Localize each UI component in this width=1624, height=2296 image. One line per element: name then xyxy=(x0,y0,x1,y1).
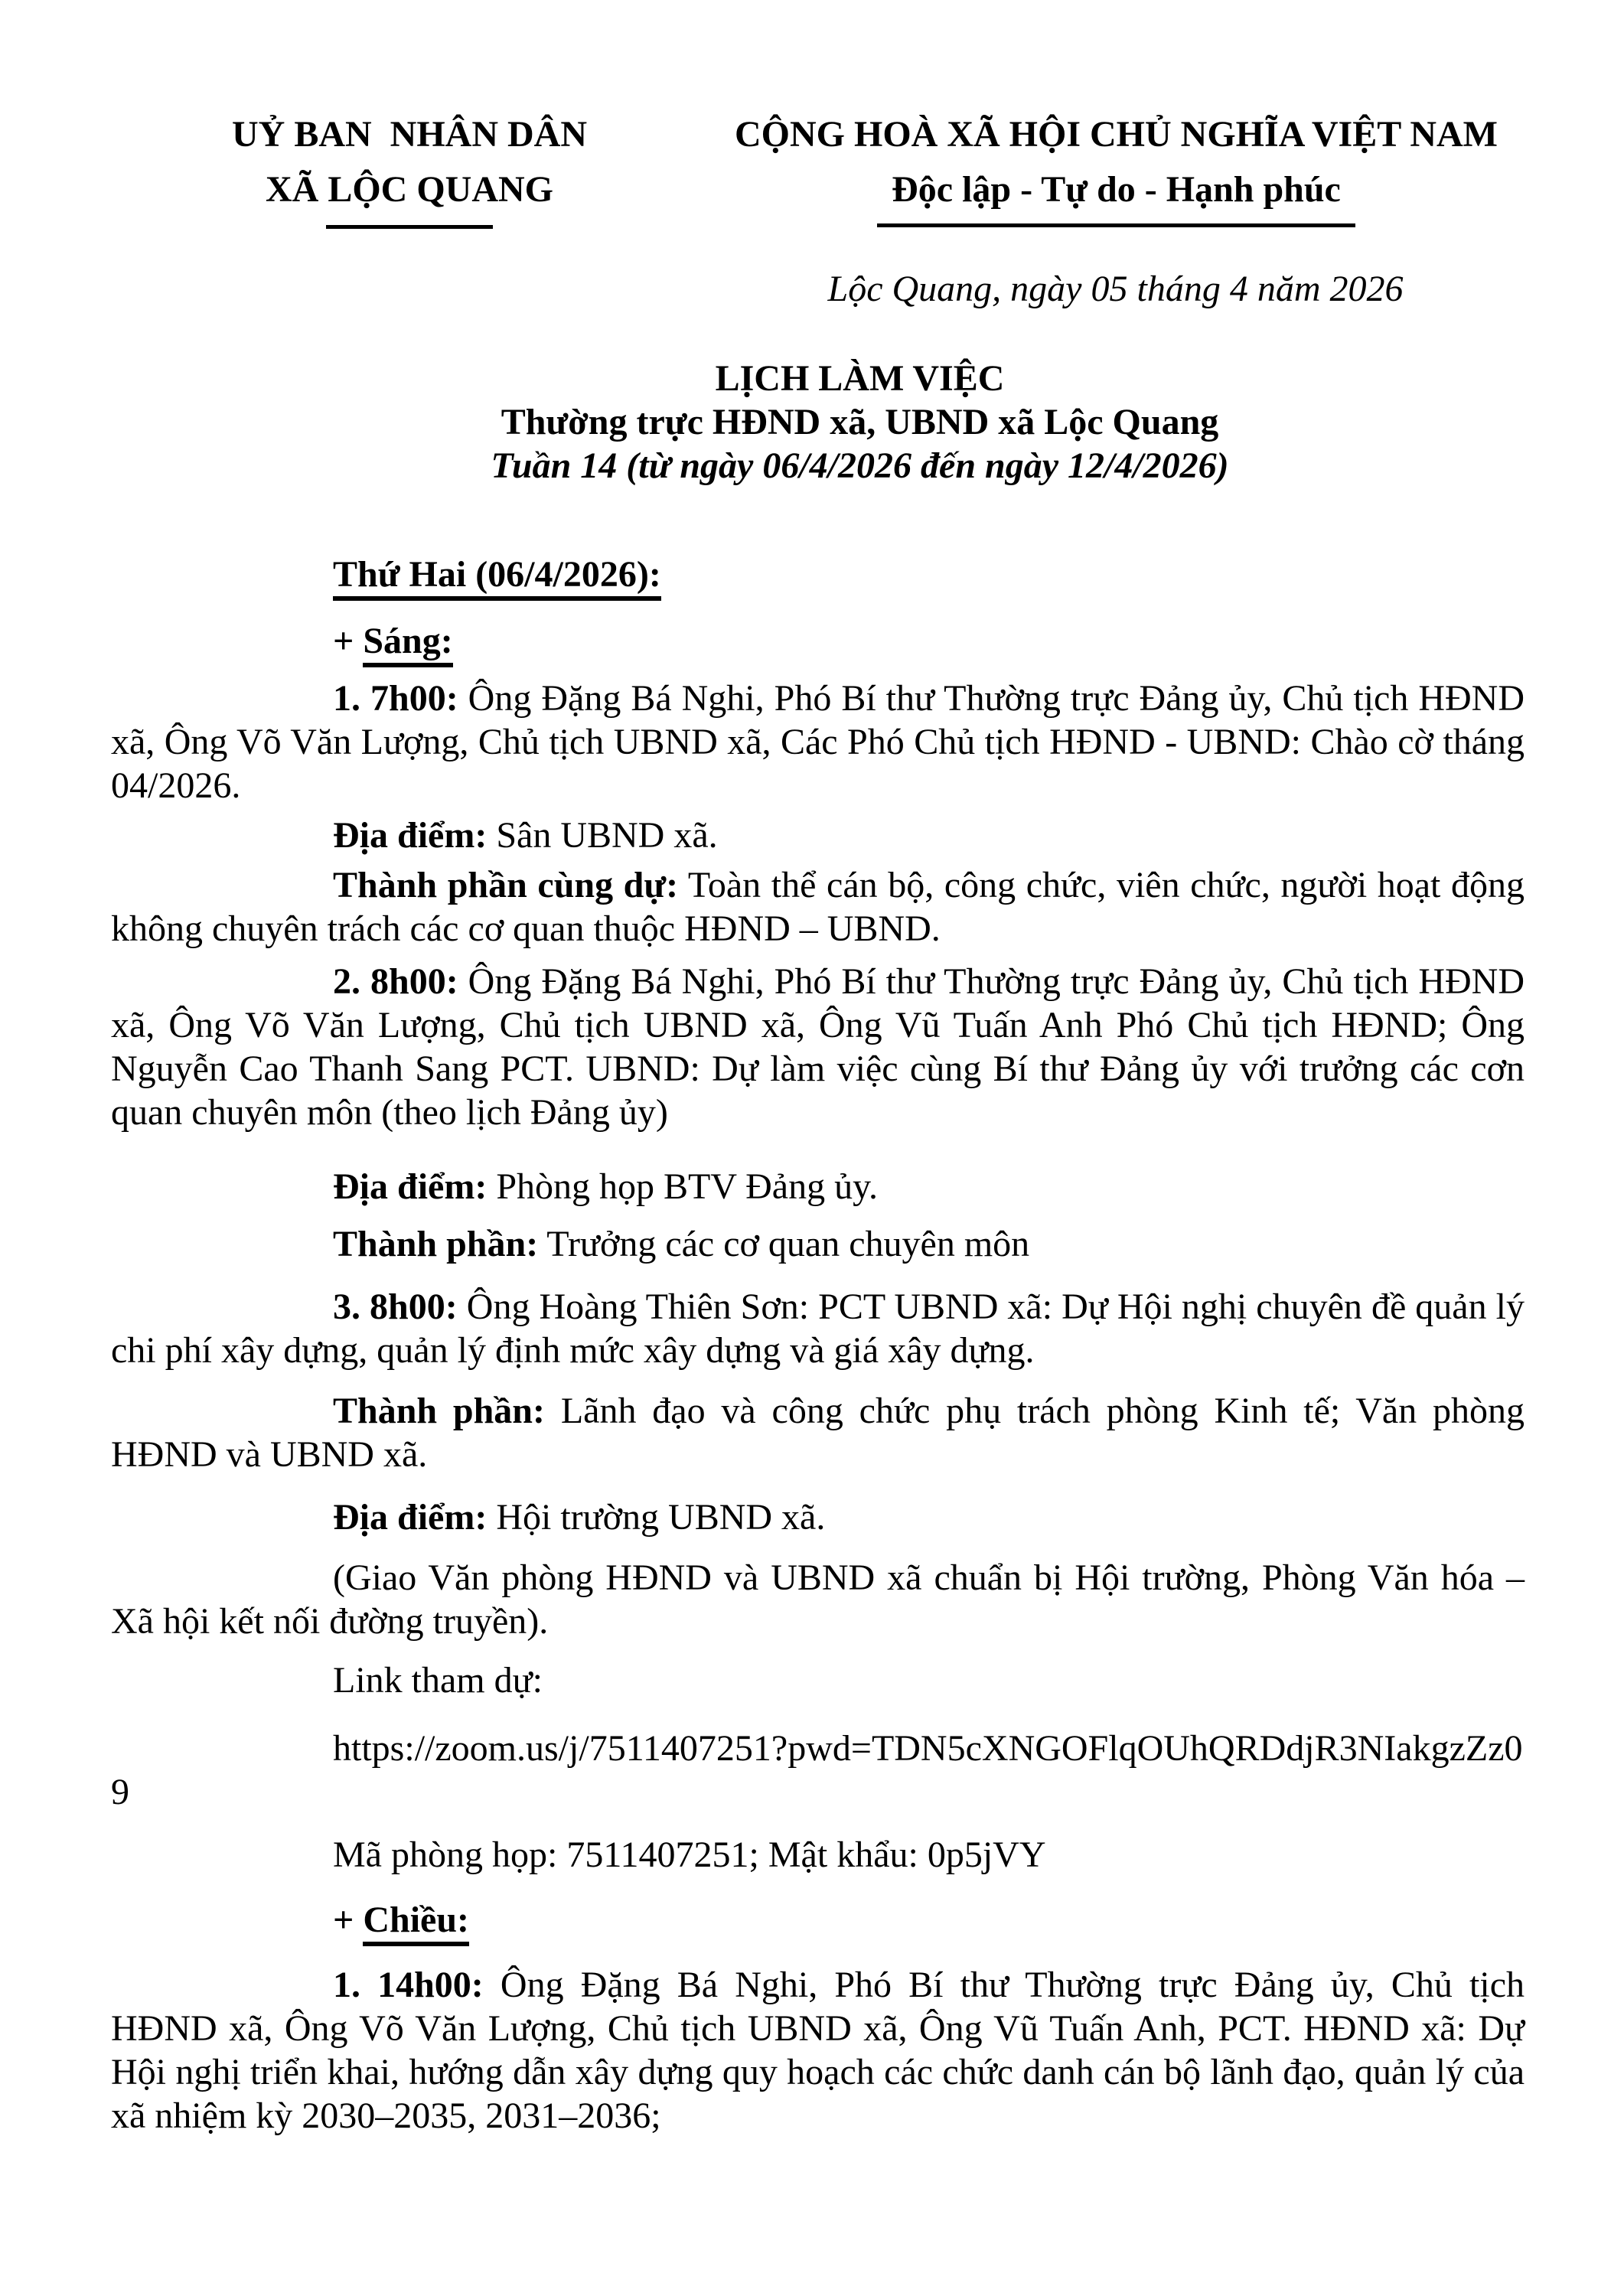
meeting-link-url xyxy=(111,1727,1525,1814)
document-header xyxy=(111,107,1525,229)
session-heading-morning xyxy=(111,619,1525,663)
title-block xyxy=(111,357,1525,488)
preparation-note xyxy=(111,1556,1525,1643)
participants-label: Thành phần cùng dự: xyxy=(333,865,679,905)
participants-line-2 xyxy=(111,1222,1525,1266)
national-motto-line: Độc lập - Tự do - Hạnh phúc xyxy=(892,169,1341,210)
zoom-url-text: https://zoom.us/j/7511407251?pwd=TDN5cXNGOFlqOUhQRDdjR3NIakgzZz09 xyxy=(111,1728,1523,1812)
place-date-line: Lộc Quang, ngày 05 tháng 4 năm 2026 xyxy=(827,269,1404,309)
participants-text: Lãnh đạo và công chức phụ trách phòng Kinh tế; Văn phòng HĐND và UBND xã. xyxy=(111,1391,1525,1475)
item-time-label: 3. 8h00: xyxy=(333,1287,458,1327)
item-text: Ông Đặng Bá Nghi, Phó Bí thư Thường trực Đảng ủy, Chủ tịch HĐND xã, Ông Võ Văn Lượng, Chủ tịch UBND xã, Ông Vũ Tuấn Anh, PCT. HĐND xã: Dự Hội nghị triển khai, hướng dẫn xây dựng quy hoạch các chức danh cán bộ lãnh đạo, quản lý của xã nhiệm kỳ 2030–2035, 2031–2036; xyxy=(111,1965,1525,2136)
document-subtitle: Thường trực HĐND xã, UBND xã Lộc Quang xyxy=(501,402,1219,442)
location-label: Địa điểm: xyxy=(333,1497,488,1538)
meeting-link-label xyxy=(111,1658,1525,1702)
document-title: LỊCH LÀM VIỆC xyxy=(715,358,1005,399)
day-heading-monday xyxy=(111,553,1525,596)
session-label-morning: Sáng: xyxy=(363,621,452,667)
note-text: (Giao Văn phòng HĐND và UBND xã chuẩn bị Hội trường, Phòng Văn hóa – Xã hội kết nối đường truyền). xyxy=(111,1557,1525,1642)
meeting-id-password-text: Mã phòng họp: 7511407251; Mật khẩu: 0p5jVY xyxy=(333,1835,1046,1875)
participants-label: Thành phần: xyxy=(333,1224,539,1264)
location-line-1 xyxy=(111,814,1525,857)
issuing-authority-block xyxy=(111,107,708,229)
session-heading-afternoon xyxy=(111,1898,1525,1942)
item-text: Ông Hoàng Thiên Sơn: PCT UBND xã: Dự Hội nghị chuyên đề quản lý chi phí xây dựng, quản lý định mức xây dựng và giá xây dựng. xyxy=(111,1287,1525,1371)
location-text: Sân UBND xã. xyxy=(487,815,718,856)
issuing-authority-line1: UỶ BAN NHÂN DÂN xyxy=(232,114,587,155)
schedule-item-1 xyxy=(111,677,1525,807)
location-line-2 xyxy=(111,1165,1525,1208)
location-line-3 xyxy=(111,1495,1525,1539)
national-motto-underline xyxy=(877,223,1355,227)
session-label-afternoon: Chiều: xyxy=(363,1900,469,1946)
location-label: Địa điểm: xyxy=(333,815,488,856)
national-name-line: CỘNG HOÀ XÃ HỘI CHỦ NGHĨA VIỆT NAM xyxy=(735,114,1498,155)
location-text: Hội trường UBND xã. xyxy=(487,1497,826,1538)
item-time-label: 1. 14h00: xyxy=(333,1965,484,2005)
schedule-item-3 xyxy=(111,1285,1525,1372)
item-text: Ông Đặng Bá Nghi, Phó Bí thư Thường trực Đảng ủy, Chủ tịch HĐND xã, Ông Võ Văn Lượng, Chủ tịch UBND xã, Ông Vũ Tuấn Anh Phó Chủ tịch HĐND; Ông Nguyễn Cao Thanh Sang PCT. UBND: Dự làm việc cùng Bí thư Đảng ủy với trưởng các cơn quan chuyên môn (theo lịch Đảng ủy) xyxy=(111,961,1525,1133)
issuing-authority-underline xyxy=(326,225,493,229)
item-time-label: 2. 8h00: xyxy=(333,961,458,1002)
item-text: Ông Đặng Bá Nghi, Phó Bí thư Thường trực Đảng ủy, Chủ tịch HĐND xã, Ông Võ Văn Lượng, Chủ tịch UBND xã, Các Phó Chủ tịch HĐND - UBND: Chào cờ tháng 04/2026. xyxy=(111,678,1525,806)
meeting-credentials xyxy=(111,1833,1525,1877)
participants-line-1 xyxy=(111,863,1525,951)
participants-text: Toàn thể cán bộ, công chức, viên chức, người hoạt động không chuyên trách các cơ quan thuộc HĐND – UBND. xyxy=(111,865,1525,949)
location-label: Địa điểm: xyxy=(333,1166,488,1207)
location-text: Phòng họp BTV Đảng ủy. xyxy=(487,1166,878,1207)
issuing-authority-line2: XÃ LỘC QUANG xyxy=(265,169,553,210)
national-motto-block xyxy=(708,107,1525,229)
link-label-text: Link tham dự: xyxy=(333,1660,543,1701)
participants-text: Trưởng các cơ quan chuyên môn xyxy=(538,1224,1030,1264)
day-heading-text: Thứ Hai (06/4/2026): xyxy=(333,554,661,601)
item-time-label: 1. 7h00: xyxy=(333,678,458,719)
schedule-item-2 xyxy=(111,960,1525,1134)
schedule-item-4 xyxy=(111,1963,1525,2138)
document-week-range: Tuần 14 (từ ngày 06/4/2026 đến ngày 12/4/2026) xyxy=(491,445,1229,486)
participants-line-3 xyxy=(111,1389,1525,1476)
schedule-body xyxy=(111,553,1525,2138)
participants-label: Thành phần: xyxy=(333,1391,545,1431)
session-plus-sign: + xyxy=(333,1900,364,1940)
session-plus-sign: + xyxy=(333,621,364,661)
